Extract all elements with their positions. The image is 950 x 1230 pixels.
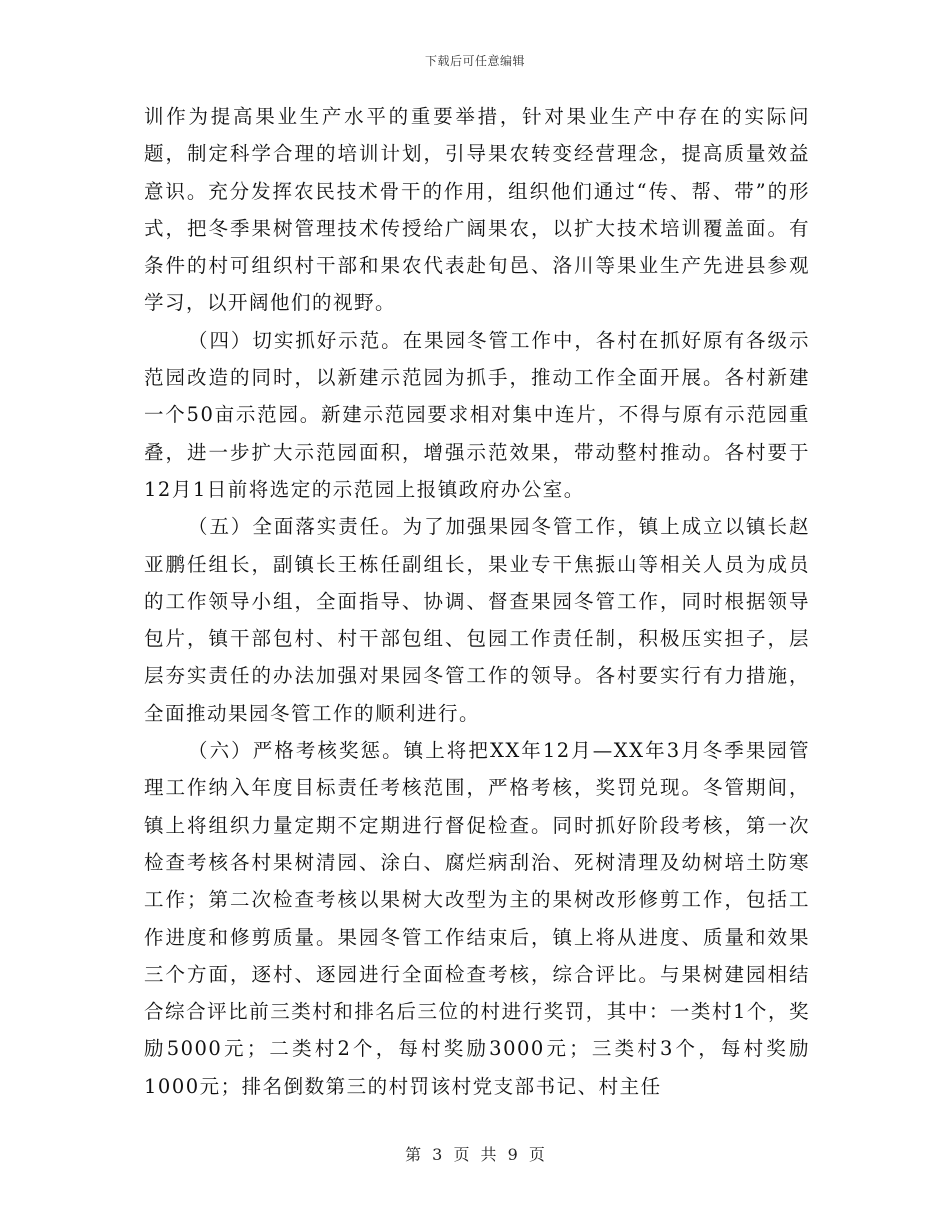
paragraph-demonstration: （四）切实抓好示范。在果园冬管工作中，各村在抓好原有各级示范园改造的同时，以新建示范园为抓手，推动工作全面开展。各村新建一个50亩示范园。新建示范园要求相对集中连片，不得与原有示范园重叠，进一步扩大示范园面积，增强示范效果，带动整村推动。各村要于12月1日前将选定的示范园上报镇政府办公室。 (144, 328, 810, 501)
paragraph-training: 训作为提高果业生产水平的重要举措，针对果业生产中存在的实际问题，制定科学合理的培训计划，引导果农转变经营理念，提高质量效益意识。充分发挥农民技术骨干的作用，组织他们通过“传、帮、带”的形式，把冬季果树管理技术传授给广阔果农，以扩大技术培训覆盖面。有条件的村可组织村干部和果农代表赴旬邑、洛川等果业生产先进县参观学习，以开阔他们的视野。 (144, 105, 810, 315)
document-body (144, 98, 810, 1105)
paragraph-assessment: （六）严格考核奖惩。镇上将把XX年12月—XX年3月冬季果园管理工作纳入年度目标责任考核范围，严格考核，奖罚兑现。冬管期间，镇上将组织力量定期不定期进行督促检查。同时抓好阶段考核，第一次检查考核各村果树清园、涂白、腐烂病刮治、死树清理及幼树培土防寒工作；第二次检查考核以果树大改型为主的果树改形修剪工作，包括工作进度和修剪质量。果园冬管工作结束后，镇上将从进度、质量和效果三个方面，逐村、逐园进行全面检查考核，综合评比。与果树建园相结合综合评比前三类村和排名后三位的村进行奖罚，其中：一类村1个，奖励5000元；二类村2个，每村奖励3000元；三类村3个，每村奖励1000元；排名倒数第三的村罚该村党支部书记、村主任 (144, 739, 810, 1098)
page-header: 下载后可任意编辑 (424, 54, 525, 68)
page-number-footer: 第 3 页 共 9 页 (405, 1145, 545, 1164)
paragraph-responsibility: （五）全面落实责任。为了加强果园冬管工作，镇上成立以镇长赵亚鹏任组长，副镇长王栋任副组长，果业专干焦振山等相关人员为成员的工作领导小组，全面指导、协调、督查果园冬管工作，同时根据领导包片，镇干部包村、村干部包组、包园工作责任制，积极压实担子，层层夯实责任的办法加强对果园冬管工作的领导。各村要实行有力措施，全面推动果园冬管工作的顺利进行。 (144, 515, 810, 725)
